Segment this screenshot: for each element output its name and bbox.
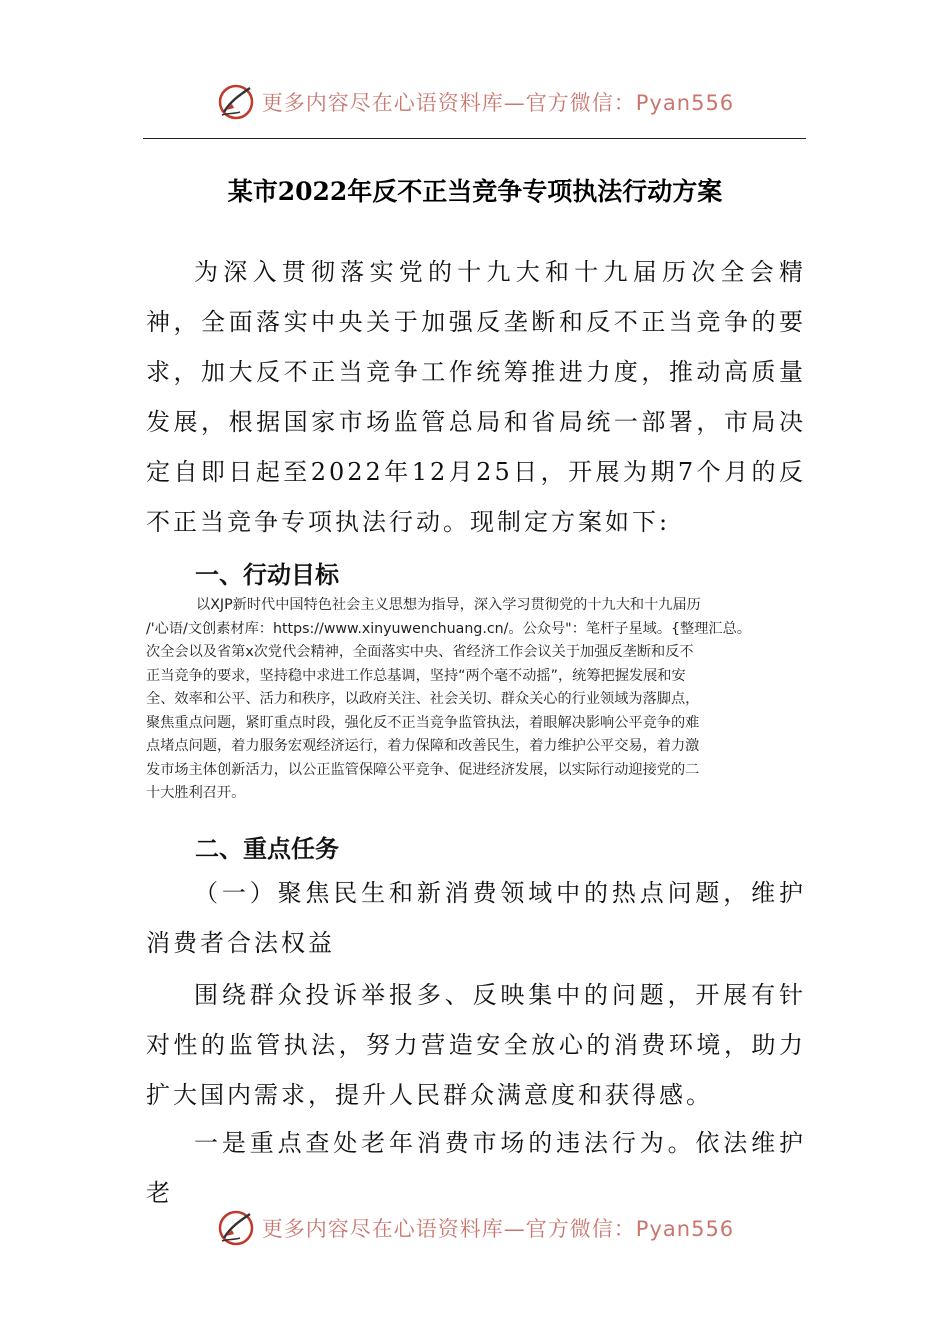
section-1-line: 正当竞争的要求，坚持稳中求进工作总基调，坚持“两个毫不动摇”，统筹把握发展和安 <box>146 667 686 684</box>
footer-watermark-banner <box>0 1208 950 1248</box>
header-divider <box>143 138 806 139</box>
section-2-paragraph: 围绕群众投诉举报多、反映集中的问题，开展有针对性的监管执法，努力营造安全放心的消费环境，助力扩大国内需求，提升人民群众满意度和获得感。 <box>146 981 806 1109</box>
section-1-body <box>146 594 814 806</box>
section-1-line: 发市场主体创新活力，以公正监管保障公平竞争、促进经济发展，以实际行动迎接党的二 <box>146 761 700 778</box>
section-1-line: 次全会以及省第x次党代会精神，全面落实中央、省经济工作会议关于加强反垄断和反不 <box>146 644 694 660</box>
document-title: 某市2022年反不正当竞争专项执法行动方案 <box>227 177 723 206</box>
section-1-heading: 一、行动目标 <box>195 561 339 589</box>
section-1-line: 全、效率和公平、活力和秩序，以政府关注、社会关切、群众关心的行业领域为落脚点， <box>146 691 700 707</box>
subsection-heading: （一）聚焦民生和新消费领域中的热点问题，维护消费者合法权益 <box>146 879 806 957</box>
section-1-line: 十大胜利召开。 <box>146 785 246 801</box>
section-2-heading: 二、重点任务 <box>195 835 339 863</box>
banner-text: 更多内容尽在心语资料库—官方微信：Pyan556 <box>261 91 735 115</box>
section-1-line: 以XJP新时代中国特色社会主义思想为指导，深入学习贯彻党的十九大和十九届历 <box>196 597 701 613</box>
header-watermark-banner <box>0 82 950 122</box>
pen-logo-icon <box>216 1208 256 1248</box>
section-2-paragraph-2: 一是重点查处老年消费市场的违法行为。依法维护老 <box>146 1129 806 1207</box>
intro-paragraph: 为深入贯彻落实党的十九大和十九届历次全会精神，全面落实中央关于加强反垄断和反不正当竞争的要求，加大反不正当竞争工作统筹推进力度，推动高质量发展，根据国家市场监管总局和省局统一部署，市局决定自即日起至2022年12月25日，开展为期7个月的反不正当竞争专项执法行动。现制定方案如下: <box>146 258 806 536</box>
watermark-line: /'心语/文创素材库：https://www.xinyuwenchuang.cn/。公众号"：笔杆子星域。{整理汇总。 <box>146 620 751 637</box>
pen-logo-icon <box>216 82 256 122</box>
banner-text: 更多内容尽在心语资料库—官方微信：Pyan556 <box>261 1217 735 1241</box>
section-1-line: 聚焦重点问题，紧盯重点时段，强化反不正当竞争监管执法，着眼解决影响公平竞争的难 <box>146 714 700 731</box>
section-1-line: 点堵点问题，着力服务宏观经济运行，着力保障和改善民生，着力维护公平交易，着力激 <box>146 738 700 754</box>
